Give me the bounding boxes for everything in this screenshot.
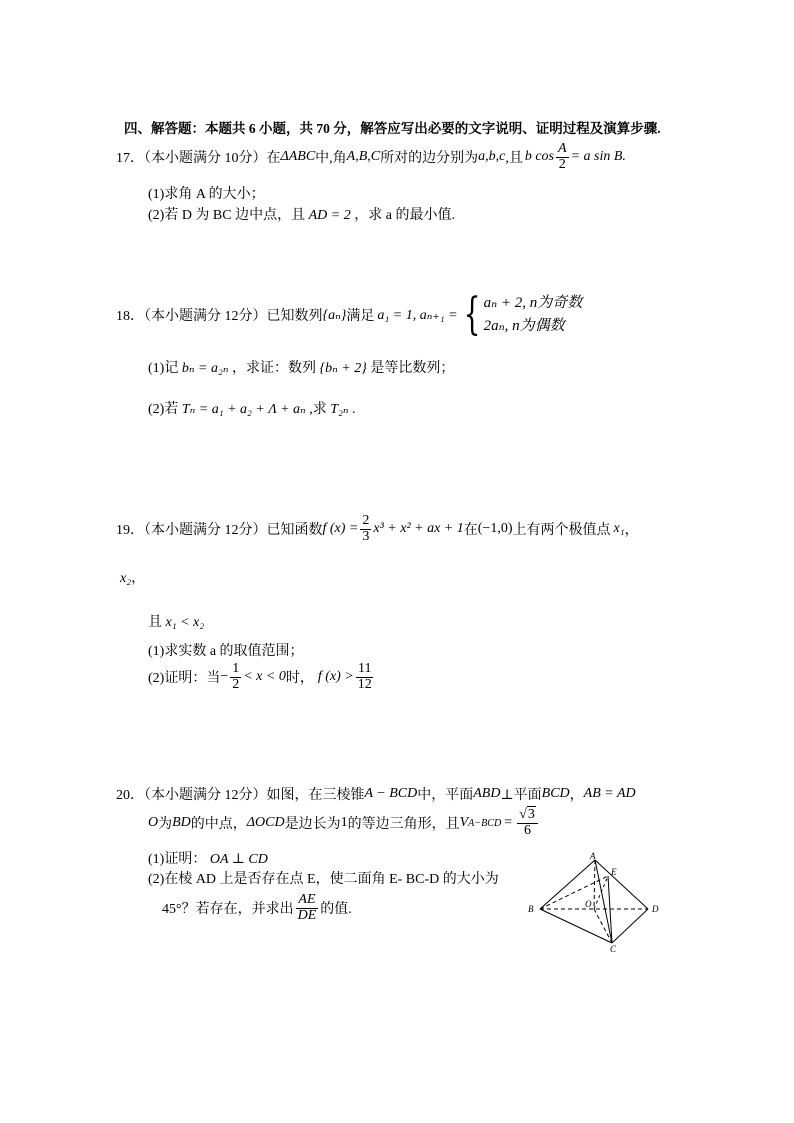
q18-cases (458, 289, 583, 341)
q18-part2 (148, 398, 356, 418)
q20-num: 20．（本小题满分 12分）如图，在三棱锥 (116, 788, 365, 803)
q20-p2b-text: 45°？若存在，并求出 (162, 902, 294, 918)
q19-cond-formula: x₁ < x₂ (165, 615, 205, 630)
q19-x1: x₁ (613, 521, 625, 537)
q17-text: 所对的边分别为 (380, 151, 479, 167)
q19-fraction (360, 514, 371, 544)
q19-p2-minus: − (220, 669, 229, 685)
q19-frac-den: 3 (362, 528, 370, 544)
q19-num: 19．（本小题满分 12分）已知函数 (116, 523, 323, 539)
q20-line2 (148, 808, 540, 838)
q20-text: 中，平面 (417, 788, 474, 803)
segment-AO (594, 860, 595, 909)
q19-f: f (x) = (322, 521, 359, 537)
q20-eq: AB = AD (583, 786, 636, 801)
segment-BE (540, 876, 608, 909)
q19-p2-text: (2)证明：当 (148, 671, 221, 687)
q20-vol-num-val: 3 (527, 807, 535, 822)
q19-frac-num: 2 (362, 513, 370, 528)
tetrahedron-figure (522, 852, 672, 954)
segment-OC (594, 909, 612, 943)
edge-CD (612, 909, 648, 943)
q20-l2-O: O (148, 815, 159, 831)
q18-p1-seq: {bₙ + 2} (319, 361, 367, 376)
q18-cond: a₁ = 1, aₙ₊₁ = (377, 307, 458, 323)
q17-lhs: b cos (524, 149, 555, 165)
q18-seq: {aₙ} (322, 307, 347, 323)
q20-tet: A − BCD (364, 786, 418, 801)
q17-num: 17．（本小题满分 10分）在 (116, 151, 281, 167)
q20-vol: V (459, 815, 469, 831)
q17-p2-text-end: ，求 a 的最小值. (354, 208, 455, 223)
q20-p1-text: (1)证明： (148, 852, 207, 867)
q20-part2b (162, 893, 352, 923)
q20-p2-frac-den: DE (297, 907, 317, 923)
sqrt-icon: √ (519, 807, 527, 822)
q20-l2-BD: BD (172, 815, 191, 831)
q17-part2 (148, 204, 455, 224)
edge-BC (540, 909, 612, 943)
q20-p2-frac-num: AE (298, 892, 316, 907)
q19-poly: x³ + x² + ax + 1 (373, 521, 464, 537)
q18-p2-text: (2)若 (148, 402, 179, 417)
q19-p2-fraction (230, 662, 241, 692)
q19-p2-frac2-num: 11 (357, 661, 372, 676)
q18-case1: aₙ + 2, n为奇数 (483, 295, 583, 311)
q20-vol-fraction (517, 808, 538, 838)
q18-line1 (116, 289, 583, 341)
q17-frac-den: 2 (558, 156, 566, 172)
q20-l2-tri: ΔOCD (246, 815, 285, 831)
q17-line1 (116, 142, 626, 172)
segment-OE (594, 876, 608, 909)
q17-angles: A,B,C (346, 149, 381, 165)
q19-interval: (−1,0) (477, 521, 513, 537)
q19-cond-text: 且 (148, 615, 162, 630)
q20-vol-num (517, 808, 538, 824)
q20-l2-one: 1 (340, 815, 348, 831)
q17-p2-formula: AD = 2 (308, 208, 351, 223)
q19-line2 (120, 567, 145, 587)
q19-text2: 上有两个极值点 (512, 523, 611, 539)
q17-text: ,且 (505, 151, 523, 167)
q19-part2 (148, 662, 376, 692)
q18-p2-text2: ,求 (309, 402, 327, 417)
q20-bcd: BCD (541, 786, 570, 801)
q17-triangle: ΔABC (280, 149, 316, 165)
edge-AD (595, 860, 648, 909)
q19-p2-range: < x < 0 (243, 669, 286, 685)
q18-p2-formula: Tₙ = a₁ + a₂ + Λ + aₙ (181, 402, 306, 417)
q20-text2: ， (569, 788, 584, 803)
q18-p1-text2: ，求证：数列 (232, 361, 316, 376)
q17-frac-num: A (558, 141, 567, 156)
q19-text: 在 (463, 523, 478, 539)
q20-l2-text: 为 (158, 817, 173, 833)
q17-text: 中,角 (315, 151, 347, 167)
q19-p2-frac-num: 1 (232, 661, 240, 676)
label-O: O (585, 899, 592, 909)
q20-p1-formula: OA ⊥ CD (209, 852, 268, 867)
q18-text: 满足 (346, 309, 375, 325)
q18-case2: 2aₙ, n为偶数 (483, 318, 565, 335)
q17-rhs: = a sin B. (570, 149, 626, 165)
q18-p1-formula: bₙ = a₂ₙ (181, 361, 229, 376)
q20-l2-text3: 是边长为 (284, 817, 341, 833)
q20-abd: ABD (473, 786, 501, 801)
q17-fraction (556, 142, 569, 172)
q18-p1-text3: 是等比数列； (370, 361, 455, 376)
q17-part1: (1)求角 A 的大小； (148, 187, 265, 202)
label-D: D (652, 904, 659, 914)
q20-p2-end: 的值. (320, 902, 352, 918)
q18-p2-target: T₂ₙ (330, 402, 349, 417)
q19-p2-frac2-den: 12 (357, 676, 372, 692)
q20-line1 (116, 784, 636, 804)
q20-part1 (148, 848, 268, 868)
q19-comma: ， (624, 523, 639, 539)
section-header: 四、解答题：本题共 6 小题，共 70 分，解答应写出必要的文字说明、证明过程及演算步骤. (124, 121, 661, 136)
q19-comma2: ， (131, 571, 146, 586)
q18-part1 (148, 357, 454, 377)
q19-p2-fraction2 (356, 662, 374, 692)
q20-part2: (2)在棱 AD 上是否存在点 E，使二面角 E- BC-D 的大小为 (148, 872, 499, 887)
q20-p2-fraction (296, 893, 319, 923)
q19-p2-f: f (x) > (317, 669, 354, 685)
q19-cond (148, 611, 204, 631)
q17-p2-text: (2)若 D 为 BC 边中点，且 (148, 208, 306, 223)
q20-l2-text4: 的等边三角形，且 (347, 817, 460, 833)
q19-part1: (1)求实数 a 的取值范围； (148, 644, 304, 659)
label-C: C (610, 944, 617, 954)
q19-line1 (116, 514, 639, 544)
q17-sides: a,b,c (478, 149, 506, 165)
q20-l2-text2: 的中点， (190, 817, 247, 833)
q20-vol-den: 6 (524, 822, 532, 838)
label-A: A (590, 852, 596, 861)
q19-p2-text2: 时， (285, 671, 314, 687)
label-E: E (611, 867, 617, 877)
q18-p1-text: (1)记 (148, 361, 179, 376)
q19-p2-frac-den: 2 (232, 676, 240, 692)
q20-perp: ⊥平面 (500, 788, 542, 803)
brace-icon: { (463, 289, 480, 341)
label-B: B (528, 904, 534, 914)
q18-num: 18．（本小题满分 12分）已知数列 (116, 309, 323, 325)
q20-vol-sub: A−BCD (468, 817, 502, 829)
q18-p2-end: . (352, 402, 356, 417)
q20-vol-eq: = (504, 815, 513, 831)
q19-x2: x₂ (120, 571, 132, 586)
